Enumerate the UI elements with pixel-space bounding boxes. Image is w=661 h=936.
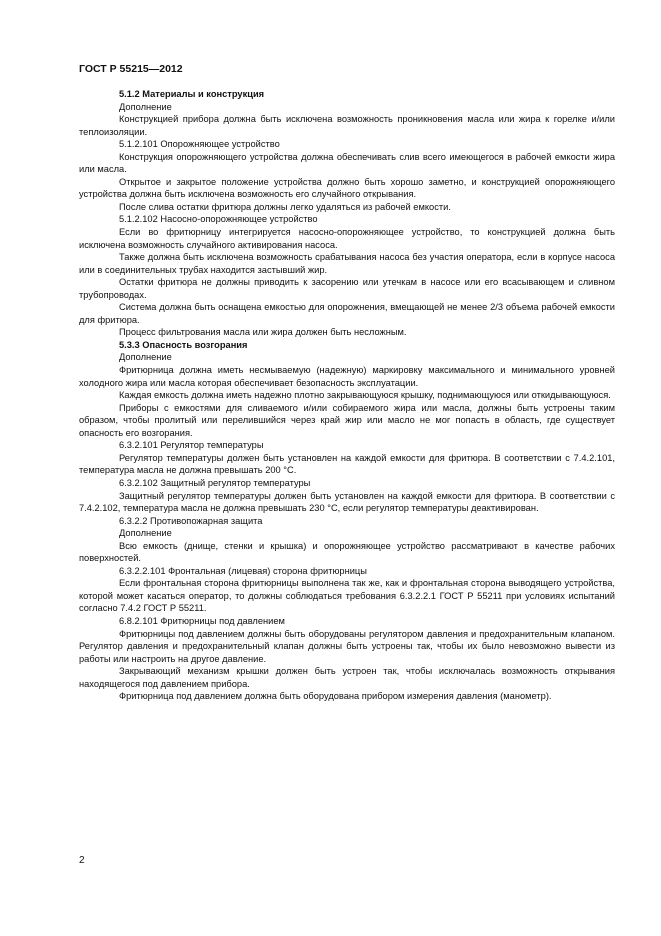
subsection-heading: 6.8.2.101 Фритюрницы под давлением [119, 615, 285, 626]
paragraph: Дополнение [119, 528, 172, 539]
paragraph: Конструкцией прибора должна быть исключена возможность проникновения масла или жира к горелке и/или теплоизоляции. [79, 114, 615, 137]
paragraph: Также должна быть исключена возможность срабатывания насоса без участия оператора, если в корпусе насоса или в соединительных трубах находится застывший жир. [79, 252, 615, 275]
section-heading: 5.1.2 Материалы и конструкция [119, 89, 265, 99]
paragraph: Открытое и закрытое положение устройства должно быть хорошо заметно, и конструкцией опорожняющего устройства должна быть исключена возможность его случайного открывания. [79, 176, 615, 200]
paragraph: Всю емкость (днище, стенки и крышка) и опорожняющее устройство рассматривают в качестве рабочих поверхностей. [79, 540, 615, 564]
document-body [79, 88, 615, 703]
paragraph: Фритюрница под давлением должна быть оборудована прибором измерения давления (манометр). [119, 691, 552, 702]
paragraph: Приборы с емкостями для сливаемого и/или собираемого жира или масла, должны быть устроены таким образом, чтобы пролитый или перелившийся через край жир или масло не мог попасть в область, где существует опасность его возгорания. [79, 402, 615, 438]
section-heading: 5.3.3 Опасность возгорания [119, 339, 248, 350]
paragraph: После слива остатки фритюра должны легко удаляться из рабочей емкости. [119, 201, 451, 212]
paragraph: Закрывающий механизм крышки должен быть устроен так, чтобы исключалась возможность открывания находящегося под давлением прибора. [79, 666, 615, 689]
subsection-heading: 5.1.2.102 Насосно-опорожняющее устройство [119, 214, 318, 225]
paragraph: Регулятор температуры должен быть установлен на каждой емкости для фритюра. В соответствии с 7.4.2.101, температура масла не должна превышать 200 °С. [79, 452, 615, 476]
subsection-heading: 6.3.2.2 Противопожарная защита [119, 515, 263, 526]
paragraph: Если фронтальная сторона фритюрницы выполнена так же, как и фронтальная сторона выводящего устройства, которой может касаться оператор, то должны соблюдаться требования 6.3.2.2.1 ГОСТ Р 55211 при условиях испытаний согласно 7.4.2 ГОСТ Р 55211. [79, 578, 615, 614]
paragraph: Фритюрницы под давлением должны быть оборудованы регулятором давления и предохранительным клапаном. Регулятор давления и предохранительный клапан должны быть устроены так, чтобы их было невозможно вывести из работы или настроить на другое давление. [79, 628, 615, 664]
subsection-heading: 6.3.2.101 Регулятор температуры [119, 440, 264, 451]
paragraph: Дополнение [119, 101, 172, 112]
subsection-heading: 6.3.2.102 Защитный регулятор температуры [119, 477, 311, 488]
paragraph: Остатки фритюра не должны приводить к засорению или утечкам в насосе или его всасывающем и сливном трубопроводах. [79, 277, 615, 300]
subsection-heading: 5.1.2.101 Опорожняющее устройство [119, 139, 280, 150]
document-header: ГОСТ Р 55215—2012 [79, 63, 183, 75]
paragraph: Фритюрница должна иметь несмываемую (надежную) маркировку максимального и минимального уровней холодного жира или масла которая обеспечивает безопасность эксплуатации. [79, 365, 615, 388]
paragraph: Защитный регулятор температуры должен быть установлен на каждой емкости для фритюра. В соответствии с 7.4.2.102, температура масла не должна превышать 230 °С, если регулятор температуры деактивирован. [79, 490, 615, 514]
paragraph: Каждая емкость должна иметь надежно плотно закрывающуюся крышку, поднимающуюся или откидывающуюся. [119, 390, 611, 401]
paragraph: Конструкция опорожняющего устройства должна обеспечивать слив всего имеющегося в рабочей емкости жира или масла. [79, 151, 615, 175]
page-number: 2 [79, 855, 85, 866]
paragraph: Если во фритюрницу интегрируется насосно-опорожняющее устройство, то конструкцией должна быть исключена возможность случайного активирования насоса. [79, 227, 615, 250]
paragraph: Процесс фильтрования масла или жира должен быть несложным. [119, 327, 407, 338]
paragraph: Дополнение [119, 352, 172, 363]
subsection-heading: 6.3.2.2.101 Фронтальная (лицевая) сторона фритюрницы [119, 565, 367, 576]
paragraph: Система должна быть оснащена емкостью для опорожнения, вмещающей не менее 2/3 объема рабочей емкости для фритюра. [79, 302, 615, 325]
